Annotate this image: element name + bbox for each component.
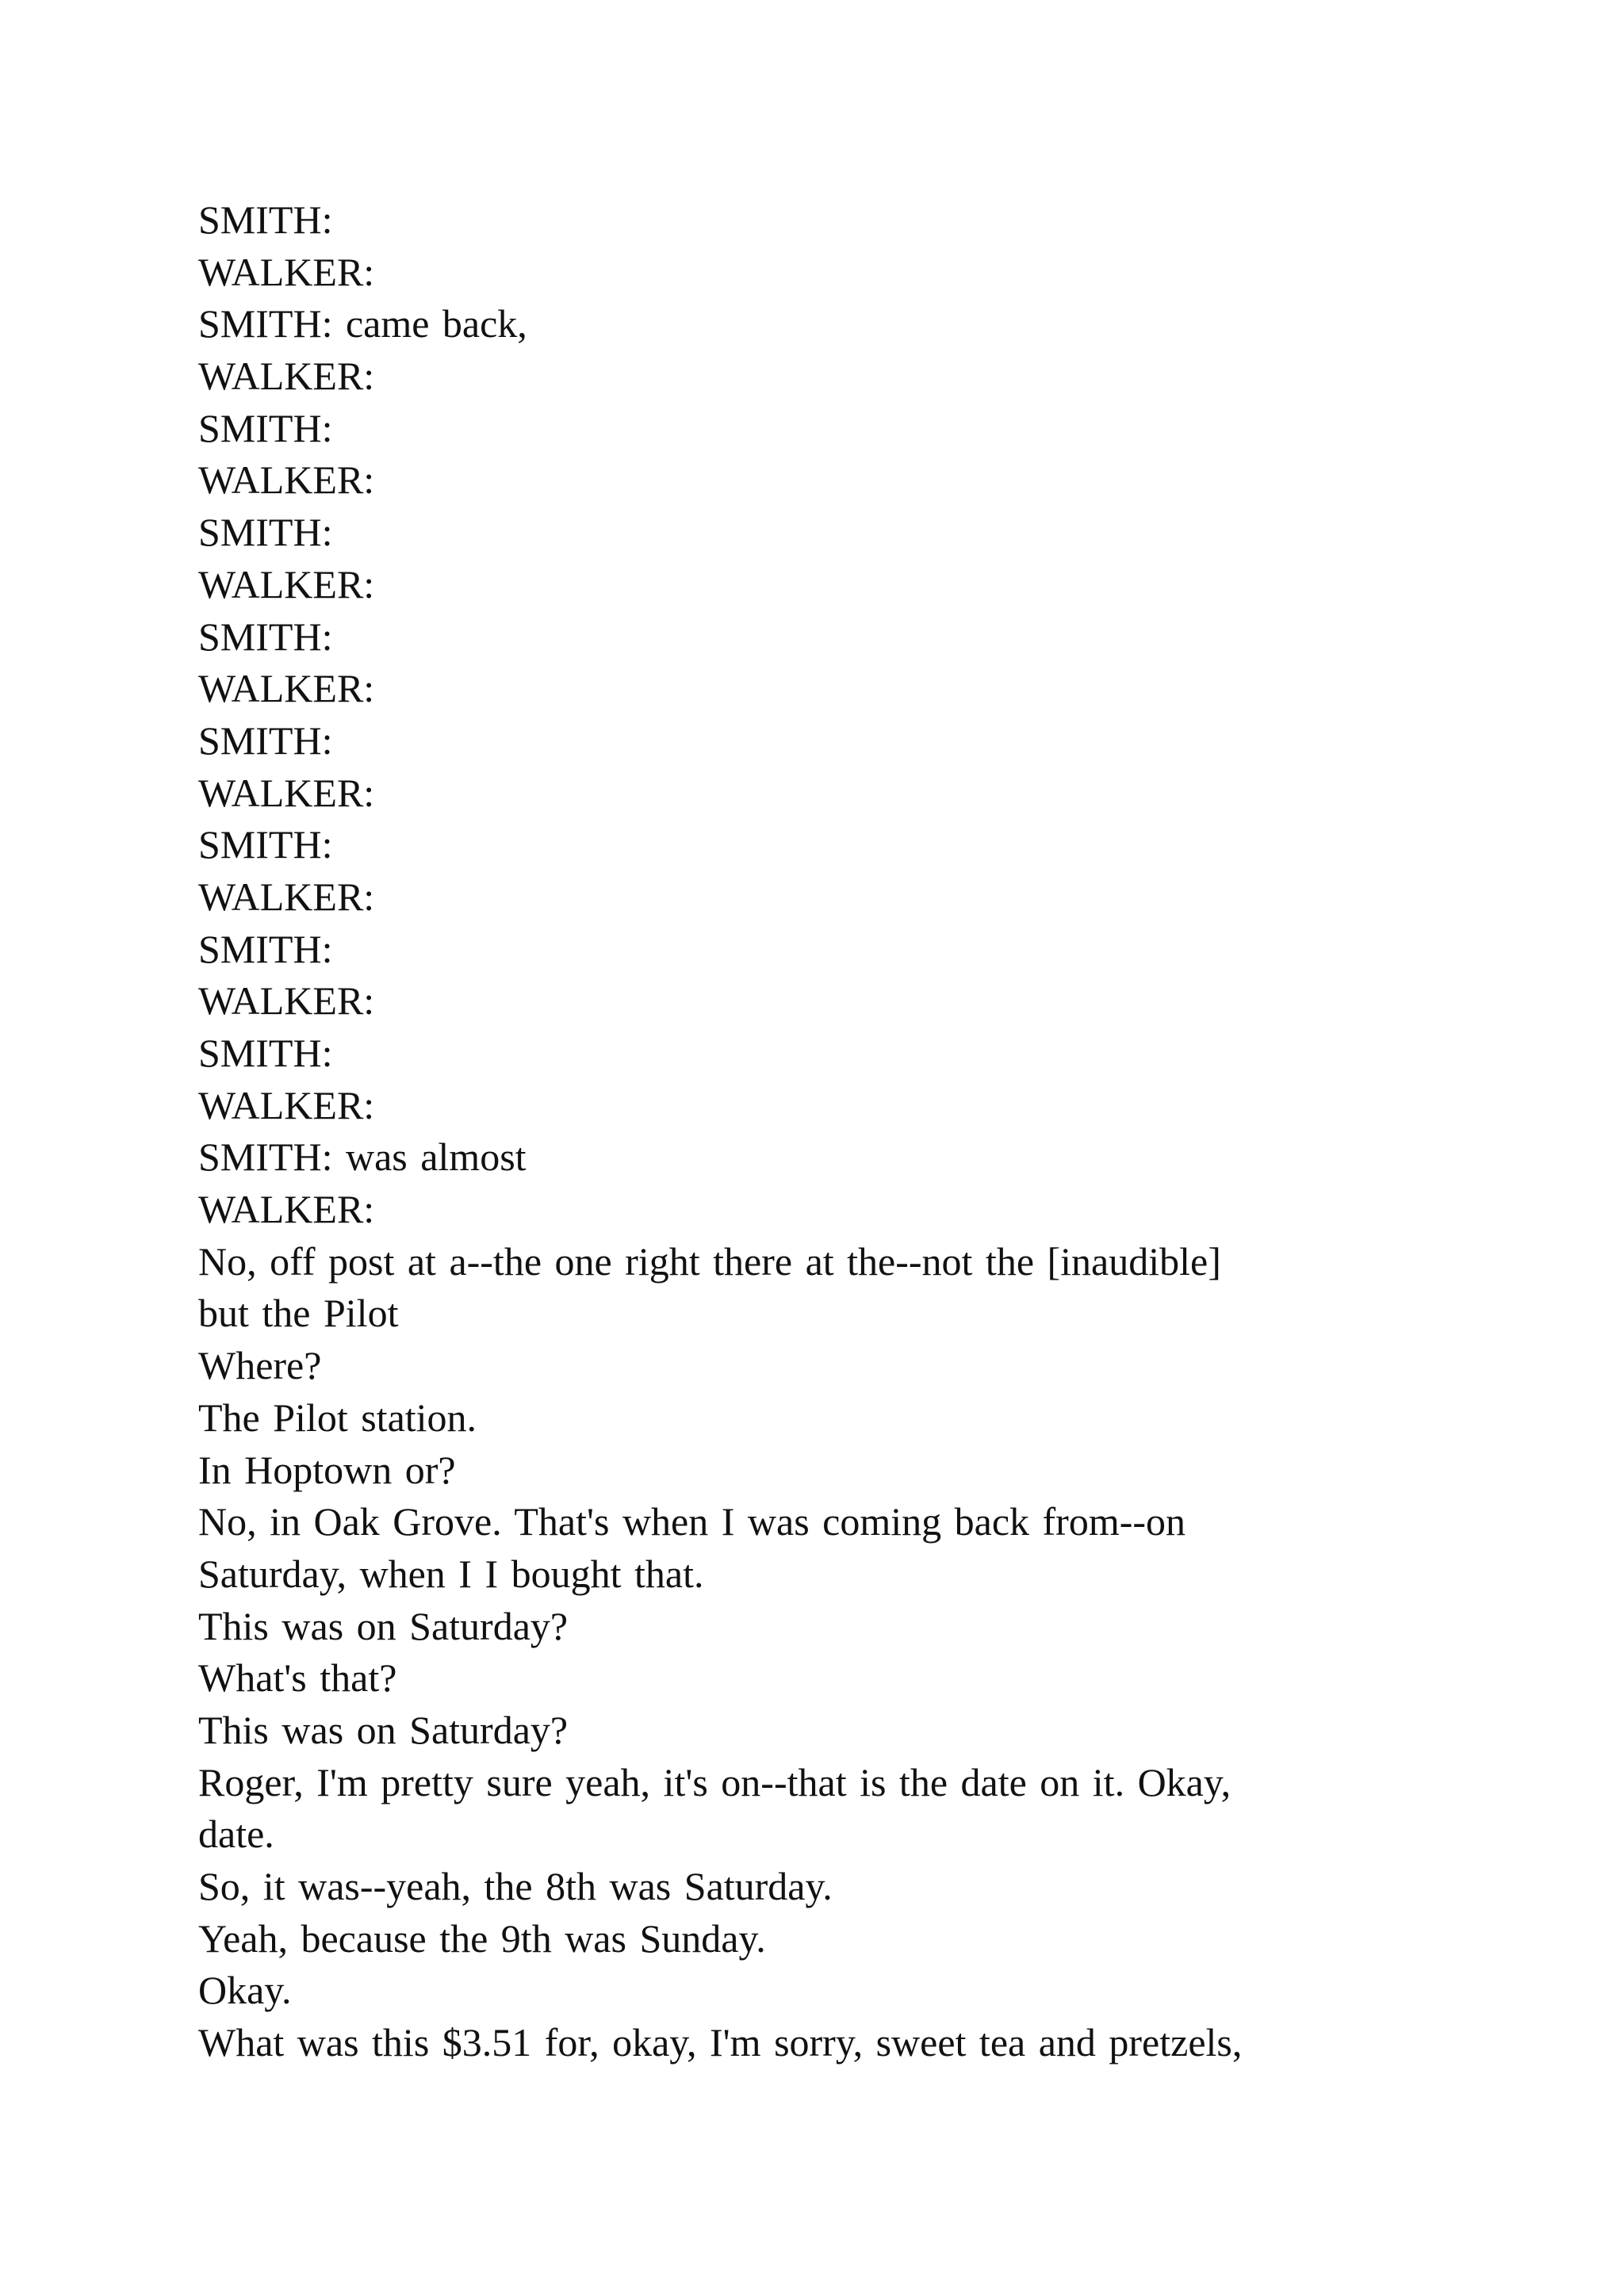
- transcript-line: SMITH:: [198, 510, 333, 555]
- transcript-line: SMITH:: [198, 718, 333, 763]
- transcript-line: WALKER:: [198, 770, 375, 815]
- transcript-line: SMITH:: [198, 1031, 333, 1075]
- transcript-line: SMITH: came back,: [198, 301, 527, 346]
- transcript-line: No, in Oak Grove. That's when I was coming back from--on: [198, 1499, 1186, 1544]
- transcript-line: Okay.: [198, 1968, 292, 2013]
- transcript-line: WALKER:: [198, 457, 375, 503]
- transcript-line: SMITH:: [198, 926, 333, 971]
- transcript-line: SMITH:: [198, 197, 333, 242]
- transcript-line: No, off post at a--the one right there at the--not the [inaudible]: [198, 1238, 1221, 1284]
- transcript-line: What's that?: [198, 1655, 397, 1701]
- transcript-line: WALKER:: [198, 249, 375, 294]
- transcript-line: Roger, I'm pretty sure yeah, it's on--that is the date on it. Okay,: [198, 1759, 1231, 1804]
- transcript-line: WALKER:: [198, 1187, 375, 1232]
- transcript-line: This was on Saturday?: [198, 1603, 569, 1648]
- transcript-line: This was on Saturday?: [198, 1707, 569, 1752]
- transcript-line: WALKER:: [198, 354, 375, 399]
- transcript-line: WALKER:: [198, 666, 375, 711]
- transcript-line: Yeah, because the 9th was Sunday.: [198, 1915, 766, 1961]
- transcript-line: In Hoptown or?: [198, 1447, 456, 1492]
- transcript-line: SMITH:: [198, 614, 333, 659]
- transcript-line: Where?: [198, 1343, 322, 1388]
- transcript-line: SMITH:: [198, 405, 333, 450]
- transcript-line: but the Pilot: [198, 1291, 399, 1336]
- transcript-line: Saturday, when I I bought that.: [198, 1551, 704, 1596]
- transcript-line: WALKER:: [198, 1082, 375, 1127]
- transcript-body: [198, 194, 1467, 2069]
- transcript-line: WALKER:: [198, 874, 375, 919]
- transcript-line: So, it was--yeah, the 8th was Saturday.: [198, 1864, 833, 1908]
- transcript-line: date.: [198, 1812, 274, 1857]
- transcript-line: WALKER:: [198, 561, 375, 607]
- transcript-line: What was this $3.51 for, okay, I'm sorry, sweet tea and pretzels,: [198, 2020, 1243, 2065]
- transcript-line: SMITH:: [198, 822, 333, 867]
- transcript-line: SMITH: was almost: [198, 1135, 527, 1180]
- transcript-line: WALKER:: [198, 978, 375, 1024]
- transcript-line: The Pilot station.: [198, 1395, 477, 1440]
